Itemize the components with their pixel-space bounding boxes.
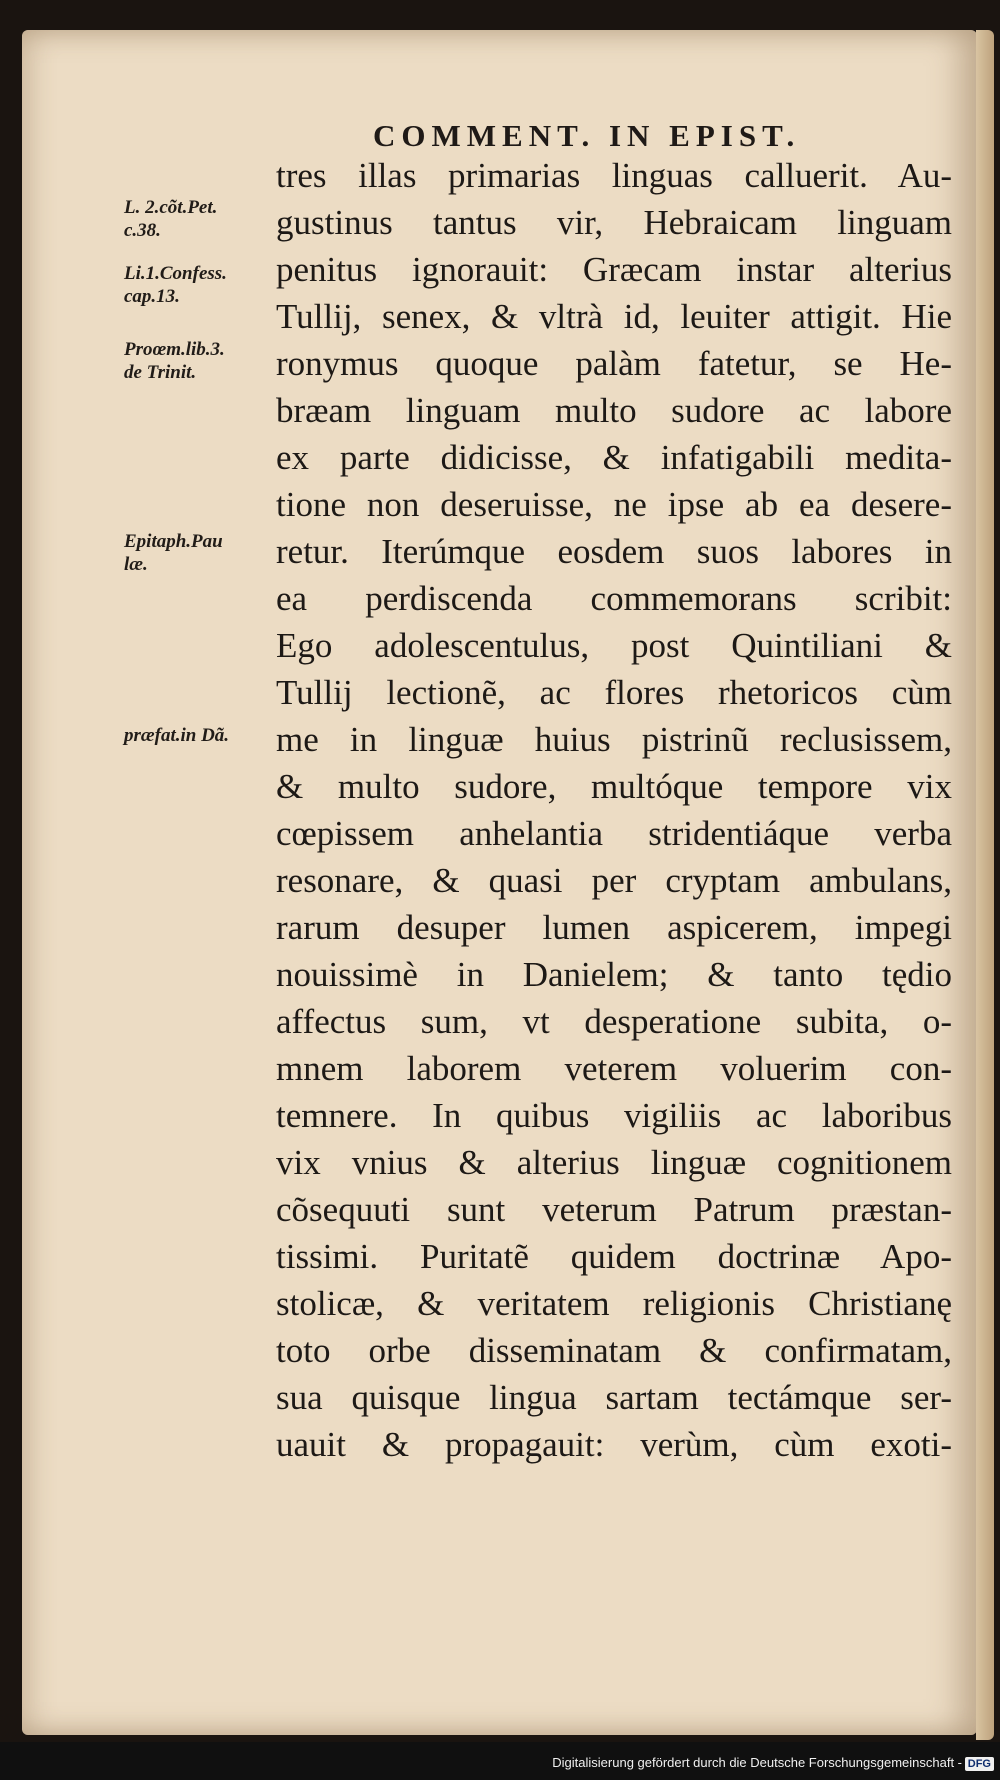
text-line: Tullij lectionẽ, ac flores rhetoricos cùm <box>276 673 952 712</box>
text-line: Ego adolescentulus, post Quintiliani & <box>276 626 952 665</box>
text-line: tissimi. Puritatẽ quidem doctrinæ Apo- <box>276 1237 952 1276</box>
text-line: uauit & propagauit: verùm, cùm exoti- <box>276 1425 952 1464</box>
text-line: penitus ignorauit: Græcam instar alterius <box>276 250 952 289</box>
page-edge <box>976 30 994 1740</box>
digitization-footer <box>0 1742 1000 1780</box>
funding-credit: Digitalisierung gefördert durch die Deutsche Forschungsgemeinschaft - <box>552 1755 962 1770</box>
marginal-note-line: L. 2.cõt.Pet. <box>124 197 218 218</box>
marginal-note <box>124 530 223 576</box>
text-line: affectus sum, vt desperatione subita, o- <box>276 1002 952 1041</box>
text-line: resonare, & quasi per cryptam ambulans, <box>276 861 952 900</box>
text-line: tres illas primarias linguas calluerit. Au- <box>276 156 952 195</box>
marginal-note-line: præfat.in Dã. <box>124 725 230 746</box>
text-line: bræam linguam multo sudore ac labore <box>276 391 952 430</box>
text-line: temnere. In quibus vigiliis ac laboribus <box>276 1096 952 1135</box>
text-line: me in linguæ huius pistrinũ reclusissem, <box>276 720 952 759</box>
text-line: ronymus quoque palàm fatetur, se He- <box>276 344 952 383</box>
marginal-note-line: Epitaph.Pau <box>124 531 223 552</box>
text-line: & multo sudore, multóque tempore vix <box>276 767 952 806</box>
text-line: gustinus tantus vir, Hebraicam linguam <box>276 203 952 242</box>
text-line: stolicæ, & veritatem religionis Christianę <box>276 1284 952 1323</box>
marginal-note-line: Proœm.lib.3. <box>124 339 225 360</box>
text-line: ea perdiscenda commemorans scribit: <box>276 579 952 618</box>
running-head: COMMENT. IN EPIST. <box>373 118 801 153</box>
text-line: cœpissem anhelantia stridentiáque verba <box>276 814 952 853</box>
marginal-note-line: c.38. <box>124 220 161 241</box>
marginal-note <box>124 338 225 384</box>
marginal-note <box>124 196 217 242</box>
text-line: retur. Iterúmque eosdem suos labores in <box>276 532 952 571</box>
text-line: mnem laborem veterem voluerim con- <box>276 1049 952 1088</box>
text-line: nouissimè in Danielem; & tanto tędio <box>276 955 952 994</box>
marginal-note-line: de Trinit. <box>124 362 197 383</box>
text-line: vix vnius & alterius linguæ cognitionem <box>276 1143 952 1182</box>
marginal-note-line: læ. <box>124 554 148 575</box>
text-line: cõsequuti sunt veterum Patrum præstan- <box>276 1190 952 1229</box>
marginal-note-line: Li.1.Confess. <box>124 263 227 284</box>
text-line: sua quisque lingua sartam tectámque ser- <box>276 1378 952 1417</box>
text-line: tione non deseruisse, ne ipse ab ea desere- <box>276 485 952 524</box>
text-line: ex parte didicisse, & infatigabili medita- <box>276 438 952 477</box>
marginal-note <box>124 262 227 308</box>
marginal-note <box>124 724 229 747</box>
dfg-logo-icon: DFG <box>965 1757 994 1771</box>
text-line: toto orbe disseminatam & confirmatam, <box>276 1331 952 1370</box>
body-text <box>276 152 952 1468</box>
marginal-note-line: cap.13. <box>124 286 180 307</box>
text-line: rarum desuper lumen aspicerem, impegi <box>276 908 952 947</box>
text-line: Tullij, senex, & vltrà id, leuiter attigit. Hie <box>276 297 952 336</box>
